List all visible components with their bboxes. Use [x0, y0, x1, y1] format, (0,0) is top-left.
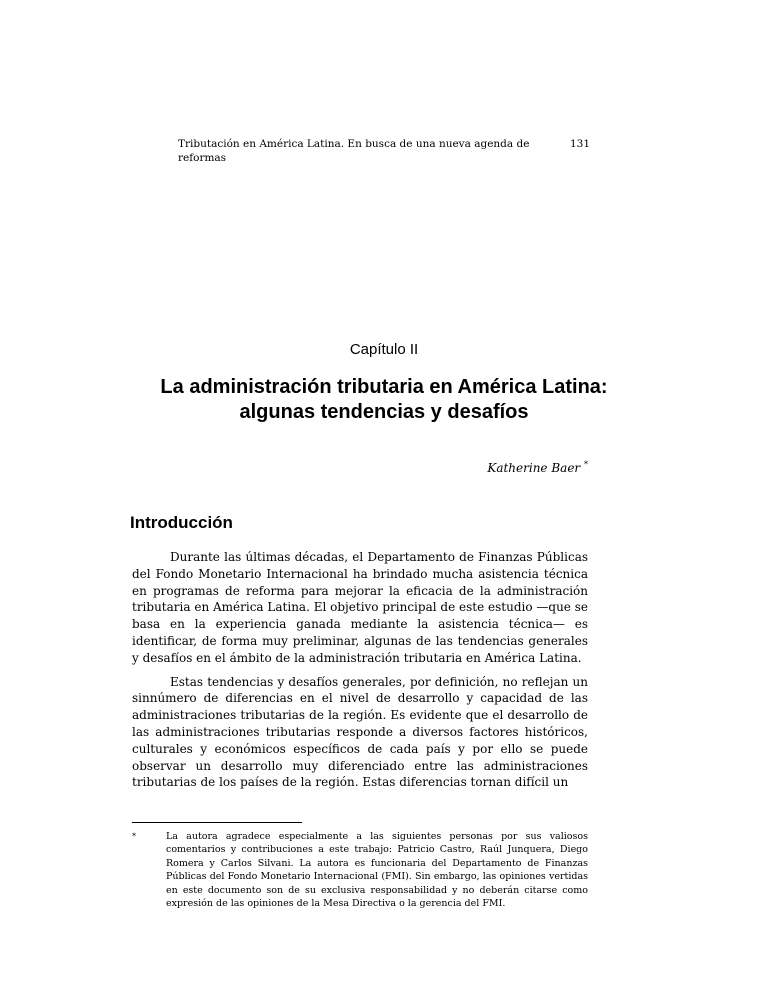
body-text: [132, 549, 588, 798]
footnote-mark: *: [132, 832, 136, 841]
footnote-text: La autora agradece especialmente a las siguientes personas por sus valiosos comentarios y contribuciones a este trabajo: Patricio Castro, Raúl Junquera, Diego Romera y Carlos Silvani. La autora es funcionaria del Departamento de Finanzas Públicas del Fondo Monetario Internacional (FMI). Sin embargo, las opiniones vertidas en este documento son de su exclusiva responsabilidad y no deberán citarse como expresión de las opiniones de la Mesa Directiva o la gerencia del FMI.: [166, 831, 588, 910]
author-footnote-mark: *: [584, 460, 588, 469]
author-name: Katherine Baer: [487, 461, 581, 475]
chapter-title-line-2: algunas tendencias y desafíos: [239, 401, 529, 423]
body-paragraph-2: Estas tendencias y desafíos generales, por definición, no reflejan un sinnúmero de diferencias en el nivel de desarrollo y capacidad de las administraciones tributarias de la región. Es evidente que el desarrollo de las administraciones tributarias responde a diversos factores históricos, culturales y económicos específicos de cada país y por ello se puede observar un desarrollo muy diferenciado entre las administraciones tributarias de los países de la región. Estas diferencias tornan difícil un: [132, 674, 588, 790]
footnote-separator: [132, 822, 302, 823]
footnote: [132, 830, 588, 910]
page-number: 131: [569, 138, 590, 150]
chapter-title: [130, 375, 638, 425]
author: [487, 457, 588, 476]
chapter-label: Capítulo II: [349, 341, 419, 358]
chapter-title-line-1: La administración tributaria en América Latina:: [160, 376, 608, 398]
running-title: Tributación en América Latina. En busca de una nueva agenda de reformas: [178, 138, 530, 164]
running-header: [178, 137, 590, 165]
body-paragraph-1: Durante las últimas décadas, el Departamento de Finanzas Públicas del Fondo Monetario Internacional ha brindado mucha asistencia técnica en programas de reforma para mejorar la eficacia de la administración tributaria en América Latina. El objetivo principal de este estudio —que se basa en la experiencia ganada mediante la asistencia técnica— es identificar, de forma muy preliminar, algunas de las tendencias generales y desafíos en el ámbito de la administración tributaria en América Latina.: [132, 550, 588, 665]
section-heading: Introducción: [130, 513, 233, 532]
